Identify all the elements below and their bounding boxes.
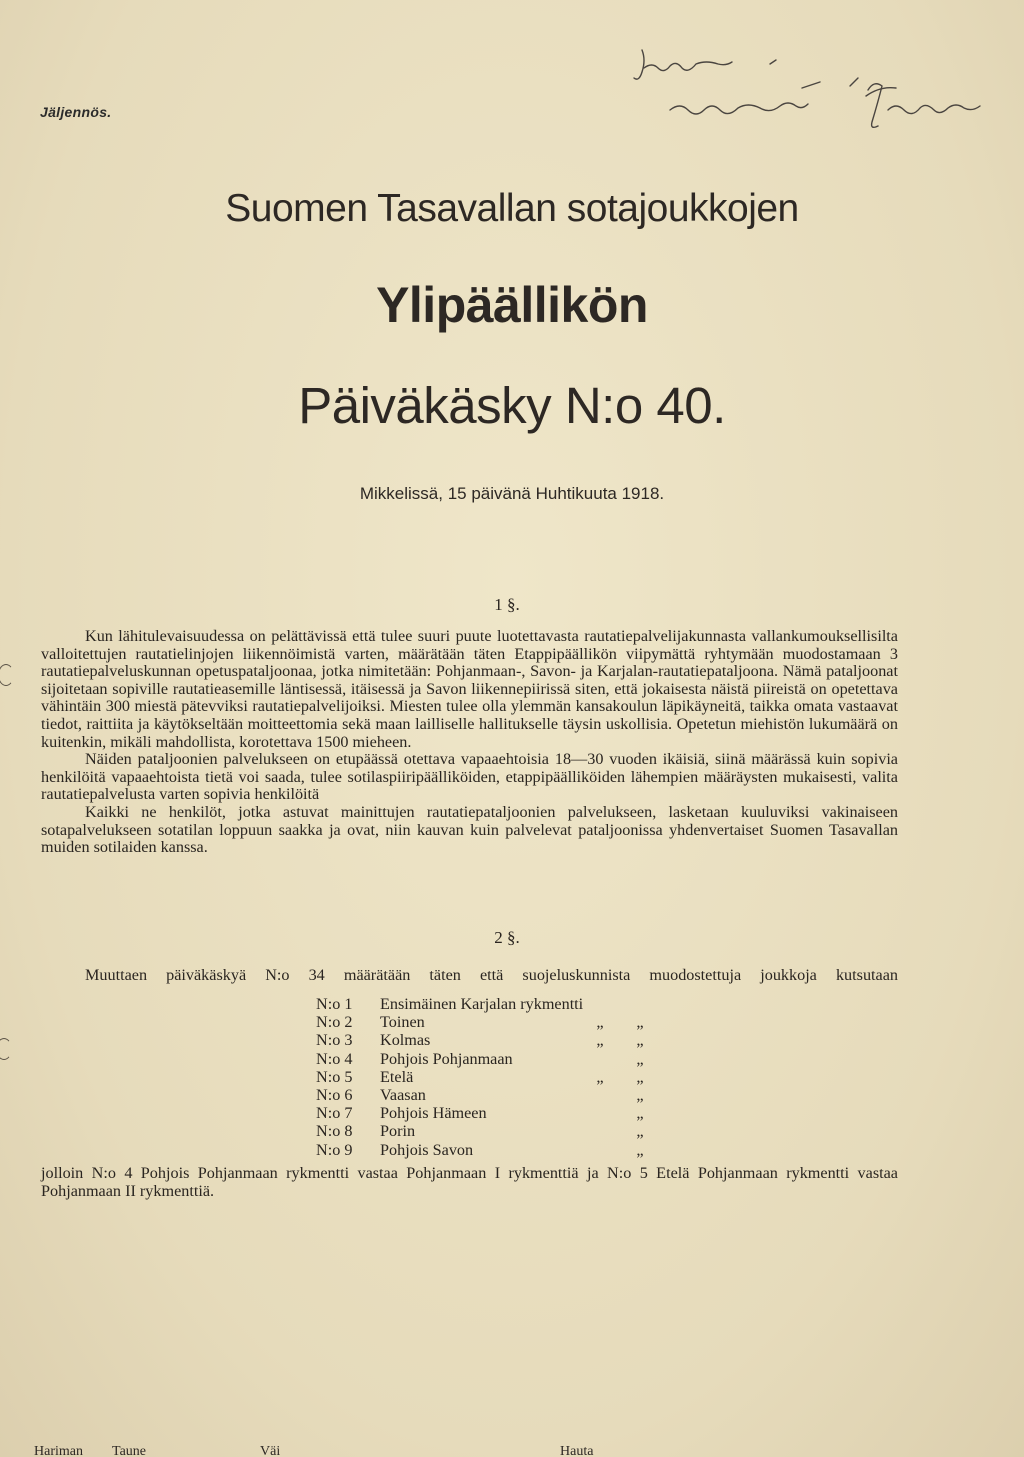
section-2-intro: Muuttaen päiväkäskyä N:o 34 määrätään täten että suojeluskunnista muodostettuja joukkoja kutsutaan: [85, 966, 898, 984]
regiment-row: [316, 1104, 660, 1122]
regiment-row: [316, 1031, 660, 1049]
ditto-mark: „: [636, 1104, 644, 1123]
regiment-name: Porin: [380, 1122, 416, 1141]
ditto-mark: „: [636, 1067, 644, 1086]
regiment-number: N:o 2: [316, 1013, 353, 1032]
regiment-name: Pohjois Savon: [380, 1140, 474, 1159]
bottom-cut-text: [0, 1440, 1024, 1457]
punch-hole-mark: [0, 664, 14, 686]
regiment-row: [316, 1013, 660, 1031]
ditto-mark: [620, 995, 660, 1013]
regiment-name: Pohjois Hämeen: [380, 1104, 487, 1123]
ditto-mark: „: [596, 1067, 604, 1086]
ditto-mark: „: [636, 1122, 644, 1141]
ditto-mark: [580, 1122, 620, 1140]
regiment-name: Pohjois Pohjanmaan: [380, 1049, 513, 1068]
place-date: Mikkelissä, 15 päivänä Huhtikuuta 1918.: [359, 484, 665, 503]
punch-hole-mark: [0, 1038, 12, 1060]
section-1-paragraph: Kun lähitulevaisuudessa on pelättävissä että tulee suuri puute luotettavasta rautatiepalvelijakunnasta vallankumouksellisilta valloitettujen rautatielinjojen liikennöimistä varten, määrätään täten Etappipäällikön viipymättä ryhtymään muodostamaan 3 rautatiepalveluskunnan opetuspataljoonaa, jotka nimitetään: Pohjanmaan-, Savon- ja Karjalan-rautatiepataljoona. Nämä pataljoonat sijoitetaan sopiville rautatieasemille läntisessä, itäisessä ja Savon liikennepiirissä siten, että jokaisesta näistä piireistä on opetettava vähintäin 300 miestä pätevviksi rautatiepalvelijoiksi. Miesten tulee olla ylemmän kansakoulun läpikäyneitä, taikka omata vastaavat tiedot, raittiita ja käytökseltään moitteettomia sekä maan lailliselle hallitukselle täysin uskollisia. Opetetun miehistön lukumäärä on kuitenkin, mikäli mahdollista, korotettava 1500 mieheen.: [41, 627, 898, 751]
ditto-mark: [580, 1086, 620, 1104]
section-1-paragraph: Kaikki ne henkilöt, jotka astuvat mainittujen rautatiepataljoonien palvelukseen, lasketaan kuuluviksi vakinaiseen sotapalvelukseen sotatilan loppuun saakka ja ovat, niin kauvan kuin palvelevat pataljoonissa yhdenvertaiset Suomen Tasavallan muiden sotilaiden kanssa.: [41, 802, 898, 857]
handwritten-annotation: [630, 40, 1020, 150]
title-line-1: Suomen Tasavallan sotajoukkojen: [225, 187, 799, 230]
bottom-fragment: Hariman: [34, 1444, 83, 1457]
regiment-name: Ensimäinen Karjalan rykmentti: [380, 995, 584, 1013]
ditto-mark: [580, 995, 620, 1013]
ditto-mark: „: [636, 1085, 644, 1104]
regiment-name: Etelä: [380, 1067, 414, 1086]
regiment-number: N:o 3: [316, 1031, 353, 1050]
bottom-fragment: Hauta: [560, 1444, 594, 1457]
regiment-number: N:o 5: [316, 1067, 353, 1086]
section-2-number: 2 §.: [494, 928, 520, 947]
regiment-name: Toinen: [380, 1013, 425, 1032]
regiment-row: [316, 1122, 660, 1140]
ditto-mark: „: [636, 1013, 644, 1032]
ditto-mark: „: [596, 1031, 604, 1050]
ditto-mark: „: [636, 1049, 644, 1068]
regiment-number: N:o 6: [316, 1085, 353, 1104]
regiment-row: [316, 1141, 660, 1159]
section-1-number: 1 §.: [494, 595, 520, 614]
title-line-3: Päiväkäsky N:o 40.: [298, 377, 726, 434]
regiment-row: [316, 1068, 660, 1086]
regiment-number: N:o 1: [316, 995, 353, 1013]
ditto-mark: [580, 1104, 620, 1122]
section-2-closing: jolloin N:o 4 Pohjois Pohjanmaan rykmentti vastaa Pohjanmaan I rykmenttiä ja N:o 5 Etelä Pohjanmaan rykmentti vastaa Pohjanmaan II rykmenttiä.: [41, 1164, 898, 1200]
section-1-body: [41, 628, 898, 857]
title-line-2: Ylipäällikön: [376, 277, 648, 333]
ditto-mark: [580, 1050, 620, 1068]
regiment-number: N:o 9: [316, 1140, 353, 1159]
ditto-mark: [580, 1141, 620, 1159]
regiment-row: [316, 1050, 660, 1068]
regiment-number: N:o 7: [316, 1104, 353, 1123]
section-1-paragraph: Näiden pataljoonien palvelukseen on etupäässä otettava vapaaehtoisia 18—30 vuoden ikäisiä, siinä määrässä kuin sopivia henkilöitä vapaaehtoista tietä voi saada, tulee sotilaspiiripäälliköiden, etappipäälliköiden lähempien määräysten mukaisesti, valita rautatiepalvelusta varten sopivia henkilöitä: [41, 750, 898, 804]
regiment-number: N:o 8: [316, 1122, 353, 1141]
regiment-row: [316, 995, 660, 1013]
copy-stamp-label: Jäljennös.: [40, 104, 112, 120]
ditto-mark: „: [636, 1031, 644, 1050]
regiment-name: Vaasan: [380, 1085, 426, 1104]
regiment-row: [316, 1086, 660, 1104]
regiment-list: [316, 995, 660, 1159]
ditto-mark: „: [596, 1013, 604, 1032]
regiment-number: N:o 4: [316, 1049, 353, 1068]
regiment-name: Kolmas: [380, 1031, 431, 1050]
ditto-mark: „: [636, 1140, 644, 1159]
bottom-fragment: Taune: [112, 1444, 147, 1457]
bottom-fragment: Väi: [260, 1444, 281, 1457]
